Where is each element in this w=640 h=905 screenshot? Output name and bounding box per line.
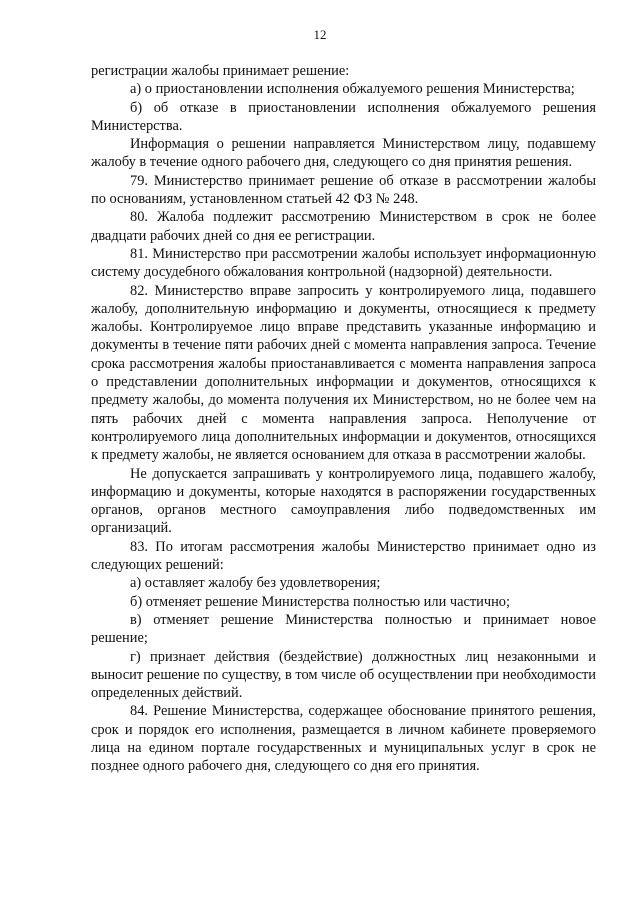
paragraph-82: 82. Министерство вправе запросить у контролируемого лица, подавшего жалобу, дополнительную информацию и документы, относящиеся к предмету жалобы. Контролируемое лицо вправе представить указанные информацию и документы в течение пяти рабочих дней с момента направления запроса. Течение срока рассмотрения жалобы приостанавливается с момента направления запроса о представлении дополнительных информации и документов, относящихся к предмету жалобы, до момента получения их Министерством, но не более чем на пять рабочих дней с момента направления запроса. Неполучение от контролируемого лица дополнительных информации и документов, относящихся к предмету жалобы, не является основанием для отказа в рассмотрении жалобы. xyxy=(91,282,596,464)
paragraph-option-a: а) о приостановлении исполнения обжалуемого решения Министерства; xyxy=(130,81,575,98)
paragraph-79: 79. Министерство принимает решение об отказе в рассмотрении жалобы по основаниям, установленном статьей 42 ФЗ № 248. xyxy=(91,172,596,208)
paragraph-83-a: а) оставляет жалобу без удовлетворения; xyxy=(130,575,381,592)
paragraph-continuation: регистрации жалобы принимает решение: xyxy=(91,63,350,79)
paragraph-83-d: г) признает действия (бездействие) должностных лиц незаконными и выносит решение по существу, в том числе об осуществлении при необходимости определенных действий. xyxy=(91,648,596,702)
page-number: 12 xyxy=(313,27,327,42)
paragraph-not-allowed: Не допускается запрашивать у контролируемого лица, подавшего жалобу, информацию и документы, которые находятся в распоряжении государственных органов, органов местного самоуправления либо подведомственных им организаций. xyxy=(91,465,596,537)
paragraph-83-b: б) отменяет решение Министерства полностью или частично; xyxy=(130,593,511,610)
document-body xyxy=(91,62,596,776)
paragraph-84: 84. Решение Министерства, содержащее обоснование принятого решения, срок и порядок его исполнения, размещается в личном кабинете проверяемого лица на едином портале государственных и муниципальных услуг в срок не позднее одного рабочего дня, следующего со дня его принятия. xyxy=(91,703,596,775)
paragraph-option-b: б) об отказе в приостановлении исполнения обжалуемого решения Министерства. xyxy=(91,99,596,134)
paragraph-decision-info: Информация о решении направляется Министерством лицу, подавшему жалобу в течение одного рабочего дня, следующего со дня принятия решения. xyxy=(91,136,596,171)
paragraph-81: 81. Министерство при рассмотрении жалобы использует информационную систему досудебного обжалования контрольной (надзорной) деятельности. xyxy=(91,245,596,281)
paragraph-83-c: в) отменяет решение Министерства полностью и принимает новое решение; xyxy=(91,611,596,647)
paragraph-80: 80. Жалоба подлежит рассмотрению Министерством в срок не более двадцати рабочих дней со дня ее регистрации. xyxy=(91,209,596,244)
paragraph-83: 83. По итогам рассмотрения жалобы Министерство принимает одно из следующих решений: xyxy=(91,538,596,574)
